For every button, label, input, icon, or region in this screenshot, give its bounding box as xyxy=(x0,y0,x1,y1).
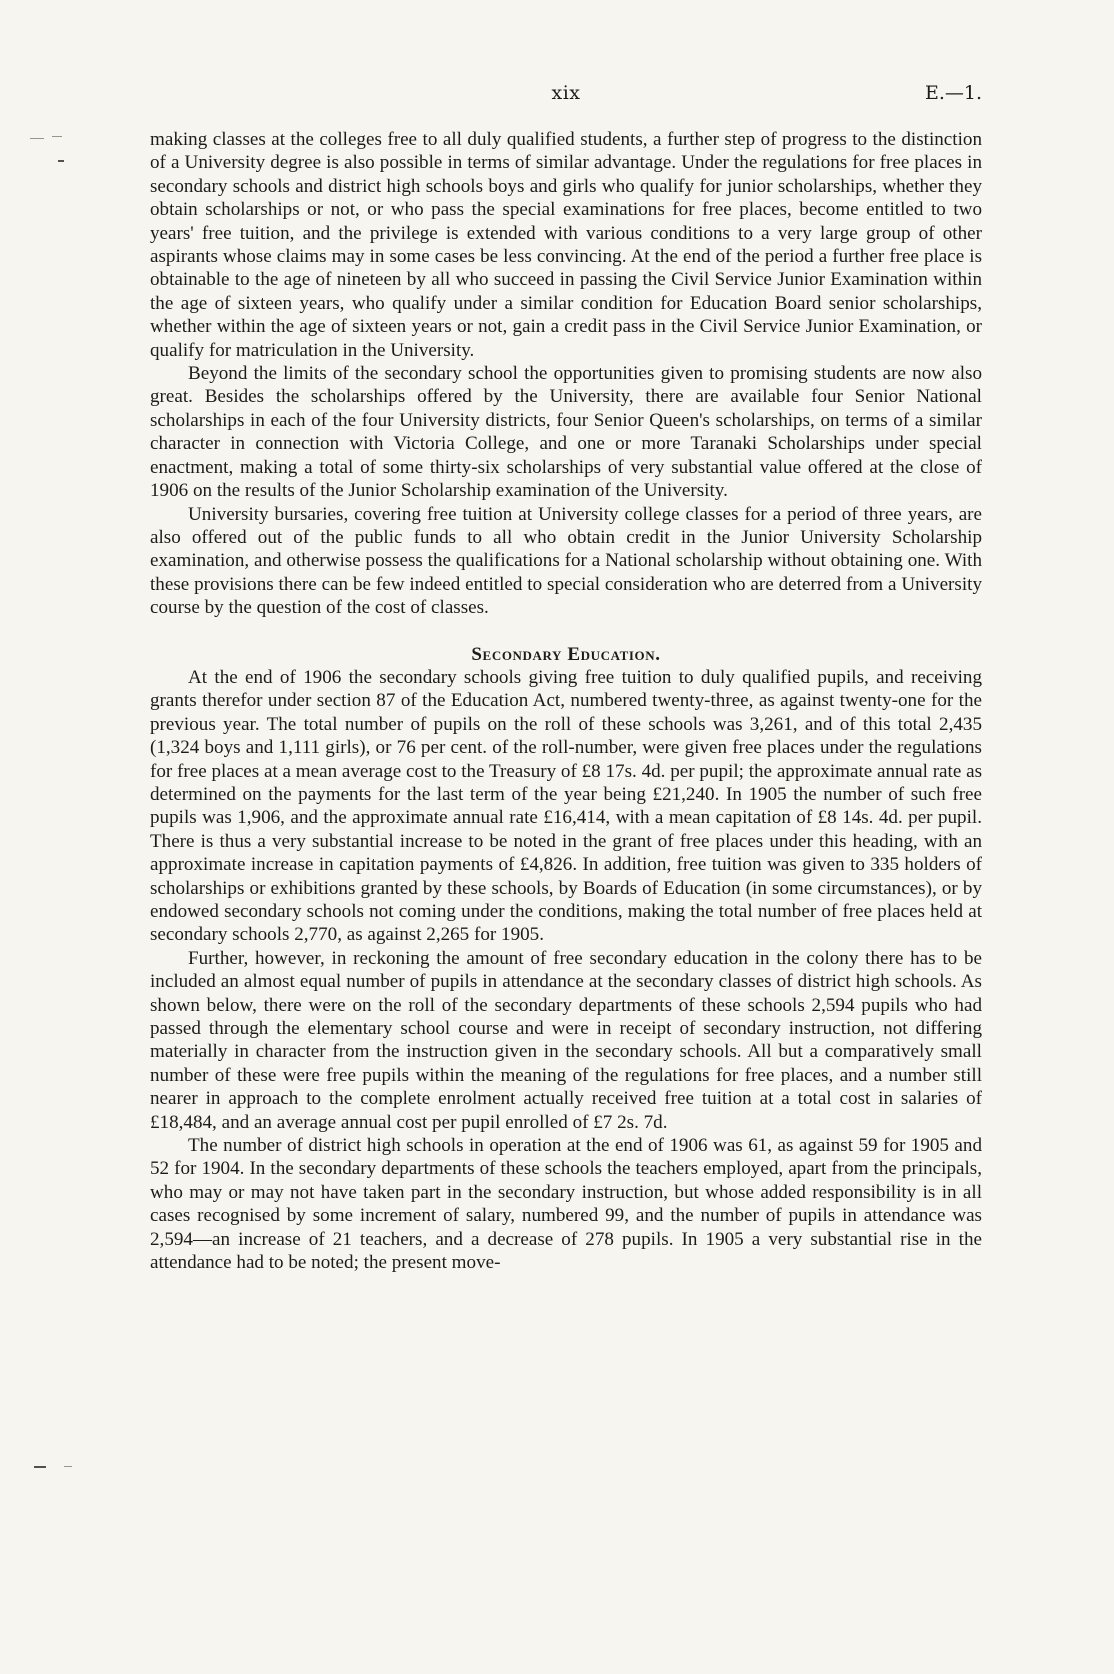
margin-mark xyxy=(52,136,62,137)
paragraph: The number of district high schools in operation at the end of 1906 was 61, as against 59 for 1905 and 52 for 1904. In the secondary departments of these schools the teachers employed, apart from the principals, who may or may not have taken part in the secondary instruction, but whose added responsibility is in all cases recognised by some increment of salary, numbered 99, and the number of pupils in attendance was 2,594—an increase of 21 teachers, and a decrease of 278 pupils. In 1905 a very substantial rise in the attendance had to be noted; the present move- xyxy=(150,1135,982,1274)
document-reference: E.—1. xyxy=(924,82,982,104)
body-text xyxy=(150,128,982,1275)
paragraph: Further, however, in reckoning the amount of free secondary education in the colony there has to be included an almost equal number of pupils in attendance at the secondary classes of district high schools. As shown below, there were on the roll of the secondary departments of these schools 2,594 pupils who had passed through the elementary school course and were in receipt of secondary instruction, not differing materially in character from the instruction given in the secondary schools. All but a comparatively small number of these were free pupils within the meaning of the regulations for free places, and a number still nearer in approach to the complete enrolment actually received free tuition at a total cost in salaries of £18,484, and an average annual cost per pupil enrolled of £7 2s. 7d. xyxy=(150,947,982,1133)
margin-mark xyxy=(30,138,44,139)
page-number: xix xyxy=(551,82,581,104)
margin-mark xyxy=(34,1466,46,1468)
margin-mark xyxy=(58,160,64,162)
page-header xyxy=(150,82,982,112)
paragraph: University bursaries, covering free tuition at University college classes for a period of three years, are also offered out of the public funds to all who obtain credit in the Junior University Scholarship examination, and otherwise possess the qualifications for a National scholarship without obtaining one. With these provisions there can be few indeed entitled to special consideration who are deterred from a University course by the question of the cost of classes. xyxy=(150,503,982,619)
paragraph: Beyond the limits of the secondary school the opportunities given to promising students are now also great. Besides the scholarships offered by the University, there are available four Senior National scholarships in each of the four University districts, four Senior Queen's scholarships, on terms of a similar character in connection with Victoria College, and one or more Taranaki Scholarships under special enactment, making a total of some thirty-six scholarships of very substantial value offered at the close of 1906 on the results of the Junior Scholarship examination of the University. xyxy=(150,363,982,502)
margin-mark xyxy=(64,1466,72,1467)
paragraph: making classes at the colleges free to all duly qualified students, a further step of progress to the distinction of a University degree is also possible in terms of similar advantage. Under the regulations for free places in secondary schools and district high schools boys and girls who qualify for junior scholarships, whether they obtain scholarships or not, or who pass the special examinations for free places, become entitled to two years' free tuition, and the privilege is extended with various conditions to a very large group of other aspirants whose claims may in some cases be less convincing. At the end of the period a further free place is obtainable to the age of nineteen by all who succeed in passing the Civil Service Junior Examination within the age of sixteen years, who qualify under a similar condition for Education Board senior scholarships, whether within the age of sixteen years or not, gain a credit pass in the Civil Service Junior Examination, or qualify for matriculation in the University. xyxy=(150,129,982,361)
paragraph: At the end of 1906 the secondary schools giving free tuition to duly qualified pupils, and receiving grants therefor under section 87 of the Education Act, numbered twenty-three, as against twenty-one for the previous year. The total number of pupils on the roll of these schools was 3,261, and of this total 2,435 (1,324 boys and 1,111 girls), or 76 per cent. of the roll-number, were given free places under the regulations for free places at a mean average cost to the Treasury of £8 17s. 4d. per pupil; the approximate annual rate as determined on the payments for the last term of the year being £21,240. In 1905 the number of such free pupils was 1,906, and the approximate annual rate £16,414, with a mean capitation of £8 14s. 4d. per pupil. There is thus a very substantial increase to be noted in the grant of free places under this heading, with an approximate increase in capitation payments of £4,826. In addition, free tuition was given to 335 holders of scholarships or exhibitions granted by these schools, by Boards of Education (in some circumstances), or by endowed secondary schools not coming under the conditions, making the total number of free places held at secondary schools 2,770, as against 2,265 for 1905. xyxy=(150,666,982,946)
section-heading: Secondary Education. xyxy=(471,643,661,665)
